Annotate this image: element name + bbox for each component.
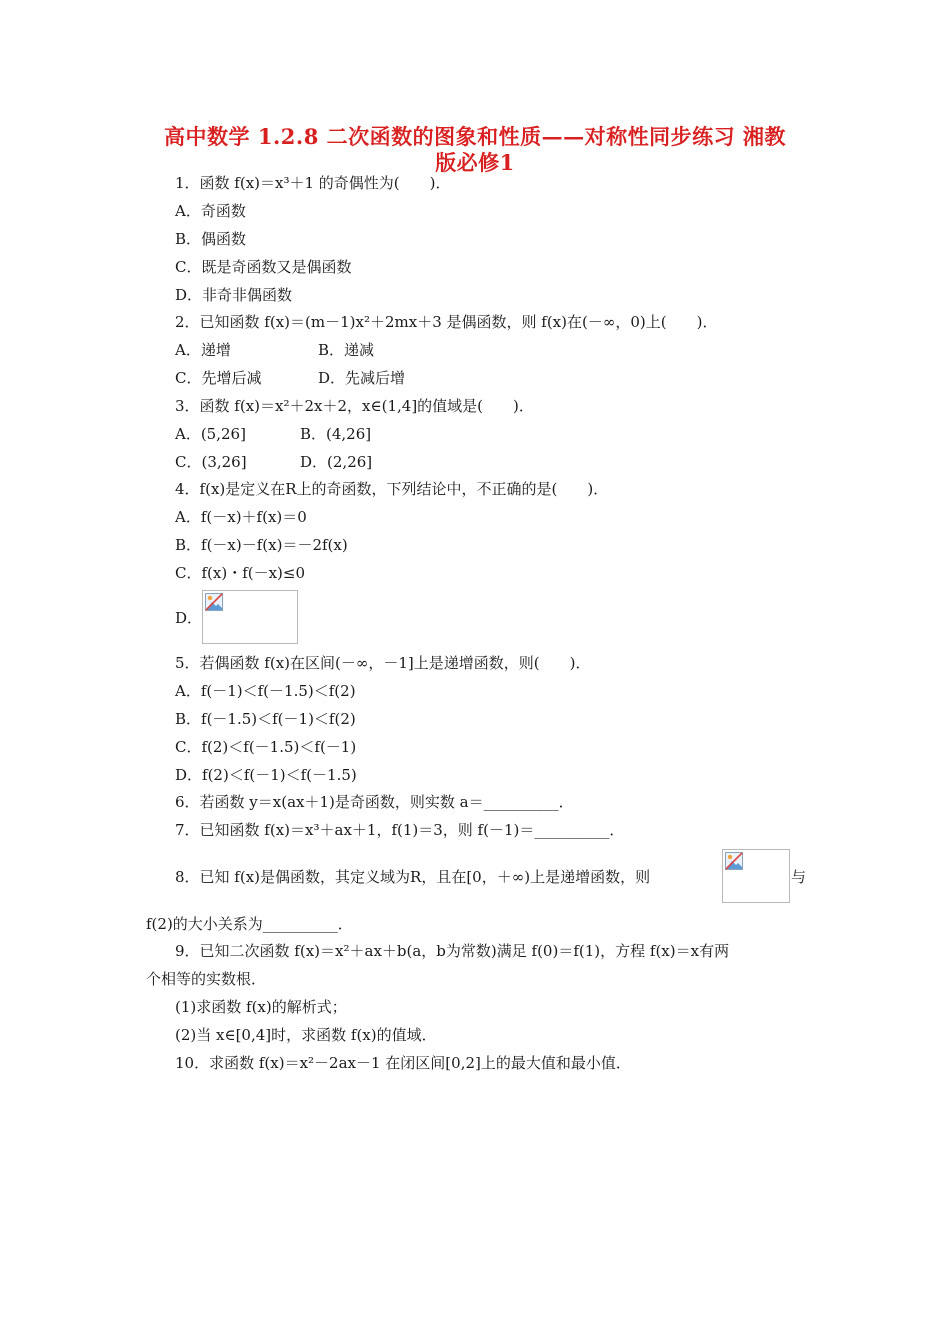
q8-inline-image: [722, 849, 790, 903]
q2-option-a: A．递增: [175, 341, 231, 359]
q9-subquestion-2: (2)当 x∈[0,4]时，求函数 f(x)的值域．: [175, 1026, 437, 1044]
q4-option-d-image: [202, 590, 298, 644]
q5-option-d: D．f(2)＜f(－1)＜f(－1.5): [175, 766, 357, 784]
broken-image-icon: [205, 593, 223, 611]
q4-option-a: A．f(－x)＋f(x)＝0: [175, 508, 307, 526]
q3-option-d: D．(2,26]: [300, 453, 373, 471]
q3-stem: 3．函数 f(x)＝x²＋2x＋2，x∈(1,4]的值域是( )．: [175, 397, 534, 415]
q8-stem-part3: f(2)的大小关系为__________．: [146, 915, 353, 933]
page-title-line-1: 高中数学 1.2.8 二次函数的图象和性质——对称性同步练习 湘教: [164, 124, 786, 149]
q8-stem-part2: 与: [791, 868, 807, 886]
q9-stem-line2: 个相等的实数根．: [146, 970, 267, 988]
q2-stem: 2．已知函数 f(x)＝(m－1)x²＋2mx＋3 是偶函数，则 f(x)在(－∞，0)上( )．: [175, 313, 718, 331]
q1-option-b: B．偶函数: [175, 230, 247, 248]
q5-stem: 5．若偶函数 f(x)在区间(－∞，－1]上是递增函数，则( )．: [175, 654, 591, 672]
q6-stem: 6．若函数 y＝x(ax＋1)是奇函数，则实数 a＝__________．: [175, 793, 574, 811]
q10-stem: 10．求函数 f(x)＝x²－2ax－1 在闭区间[0,2]上的最大值和最小值．: [175, 1054, 631, 1072]
q1-option-c: C．既是奇函数又是偶函数: [175, 258, 352, 276]
q2-option-d: D．先减后增: [318, 369, 406, 387]
q5-option-a: A．f(－1)＜f(－1.5)＜f(2): [175, 682, 356, 700]
q2-option-c: C．先增后减: [175, 369, 262, 387]
q4-option-b: B．f(－x)－f(x)＝－2f(x): [175, 536, 348, 554]
q5-option-c: C．f(2)＜f(－1.5)＜f(－1): [175, 738, 357, 756]
q1-stem: 1．函数 f(x)＝x³＋1 的奇偶性为( )．: [175, 174, 451, 192]
q1-option-d: D．非奇非偶函数: [175, 286, 293, 304]
q7-stem: 7．已知函数 f(x)＝x³＋ax＋1，f(1)＝3，则 f(－1)＝__________．: [175, 821, 625, 839]
q1-option-a: A．奇函数: [175, 202, 246, 220]
q4-stem: 4．f(x)是定义在R上的奇函数，下列结论中，不正确的是( )．: [175, 480, 609, 498]
q9-subquestion-1: (1)求函数 f(x)的解析式；: [175, 998, 347, 1016]
q3-option-a: A．(5,26]: [175, 425, 246, 443]
broken-image-icon: [725, 852, 743, 870]
page-title-line-2: 版必修1: [435, 150, 515, 175]
q4-option-d: D．: [175, 609, 203, 627]
q3-option-c: C．(3,26]: [175, 453, 247, 471]
q2-option-b: B．递减: [318, 341, 375, 359]
q4-option-c: C．f(x)・f(－x)≤0: [175, 564, 306, 582]
q3-option-b: B．(4,26]: [300, 425, 372, 443]
q5-option-b: B．f(－1.5)＜f(－1)＜f(2): [175, 710, 356, 728]
q9-stem-line1: 9．已知二次函数 f(x)＝x²＋ax＋b(a，b为常数)满足 f(0)＝f(1)，方程 f(x)＝x有两: [175, 942, 730, 960]
q8-stem-part1: 8．已知 f(x)是偶函数，其定义域为R，且在[0，＋∞)上是递增函数，则: [175, 868, 651, 886]
